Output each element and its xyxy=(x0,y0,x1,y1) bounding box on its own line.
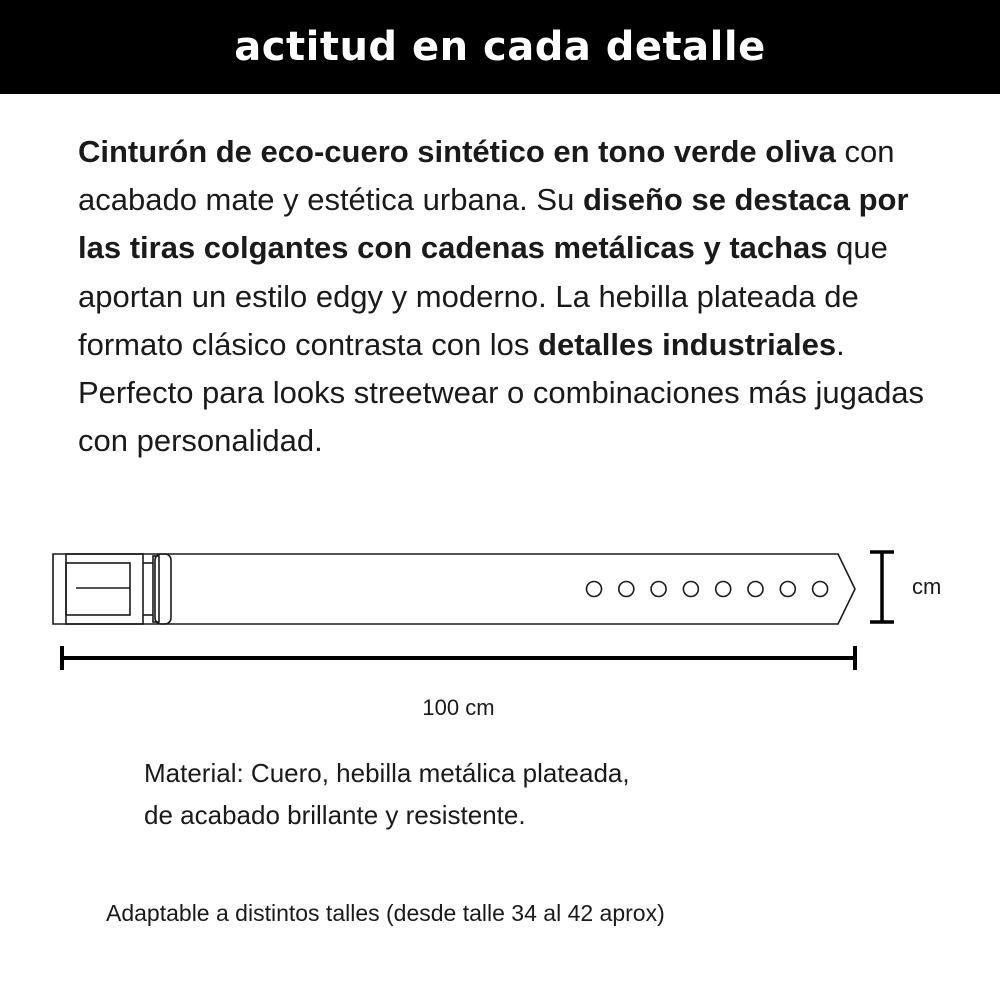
desc-bold-3: detalles industriales xyxy=(538,326,837,362)
belt-hole xyxy=(748,582,763,597)
width-marker xyxy=(870,552,894,622)
desc-bold-1: Cinturón de eco-cuero sintético en tono verde oliva xyxy=(78,134,836,169)
material-line-2: de acabado brillante y resistente. xyxy=(144,800,526,830)
desc-text-1: con acabado mate y estética urbana. Su xyxy=(78,134,895,218)
belt-holes xyxy=(587,582,828,597)
belt-hole xyxy=(587,582,602,597)
belt-hole xyxy=(716,582,731,597)
belt-strap xyxy=(53,554,855,624)
belt-hole xyxy=(651,582,666,597)
material-info xyxy=(144,752,844,836)
title-banner xyxy=(0,0,1000,94)
belt-diagram xyxy=(0,540,1000,690)
sizing-note: Adaptable a distintos talles (desde talle 34 al 42 aprox) xyxy=(106,900,665,926)
belt-hole xyxy=(619,582,634,597)
length-label: 100 cm xyxy=(422,695,495,720)
desc-text-3: . Perfecto para looks streetwear o combinaciones más jugadas con personalidad. xyxy=(78,326,925,459)
page-title: actitud en cada detalle xyxy=(234,24,766,70)
width-label: cm xyxy=(912,574,942,599)
length-marker xyxy=(62,646,855,670)
buckle-prong-bar xyxy=(153,556,159,622)
material-line-1: Material: Cuero, hebilla metálica plateada, xyxy=(144,758,630,788)
belt-hole xyxy=(780,582,795,597)
belt-loop xyxy=(155,554,171,624)
buckle-inner xyxy=(66,563,130,615)
belt-hole xyxy=(683,582,698,597)
desc-bold-2: diseño se destaca por las tiras colgantes con cadenas metálicas y tachas xyxy=(78,182,909,266)
belt-hole xyxy=(813,582,828,597)
product-description xyxy=(78,128,958,465)
buckle-frame xyxy=(66,554,143,624)
desc-text-2: que aportan un estilo edgy y moderno. La hebilla plateada de formato clásico contrasta con los xyxy=(78,230,888,362)
